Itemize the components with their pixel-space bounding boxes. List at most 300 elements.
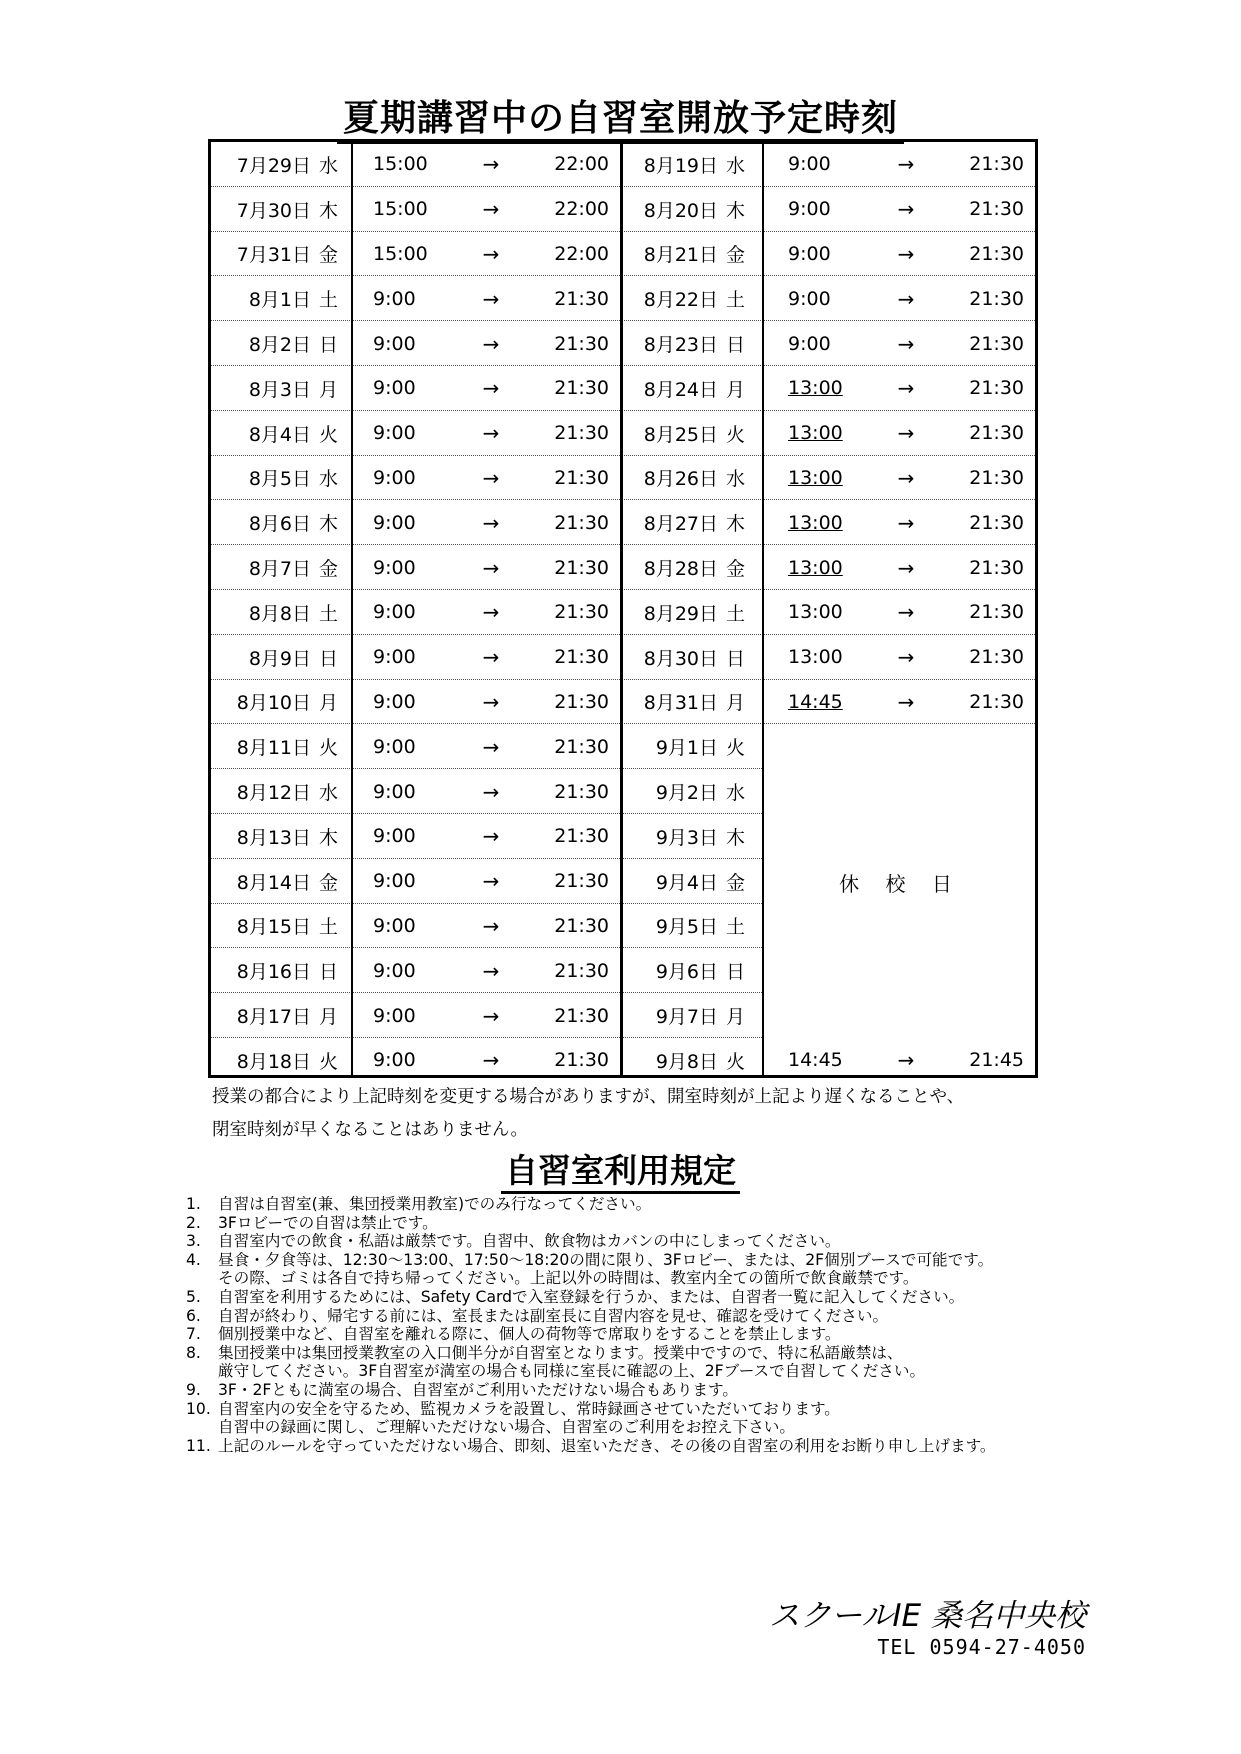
schedule-row: [211, 187, 622, 232]
row-close-time: 22:00: [554, 153, 609, 176]
row-date: 9月5日: [655, 916, 718, 939]
row-open-time: [373, 680, 453, 725]
open-time-text: 13:00: [788, 377, 843, 400]
row-open-time: [373, 769, 453, 814]
right-date-separator: [762, 142, 764, 1075]
row-open-time: [373, 859, 453, 904]
row-weekday: 木: [319, 199, 339, 222]
open-time-text: 9:00: [373, 511, 416, 534]
row-weekday: 水: [726, 154, 746, 177]
open-time-text: 15:00: [373, 242, 428, 265]
row-weekday: 日: [319, 961, 339, 984]
row-open-time: [788, 456, 868, 501]
row-open-time: [788, 500, 868, 545]
schedule-row: [622, 321, 1035, 366]
schedule-row: [622, 276, 1035, 321]
row-close-time: 21:30: [554, 511, 609, 534]
row-open-time: [373, 232, 453, 277]
row-date: 8月24日: [643, 378, 718, 401]
arrow-icon: →: [897, 241, 915, 266]
arrow-icon: →: [897, 331, 915, 356]
row-weekday: 水: [319, 782, 339, 805]
row-close-time: 21:30: [554, 914, 609, 937]
schedule-row: [622, 187, 1035, 232]
row-close-time: 21:30: [554, 556, 609, 579]
schedule-row: [211, 993, 622, 1038]
rule-item: [186, 1307, 1106, 1326]
row-close-time: 21:30: [969, 601, 1024, 624]
page-title: 夏期講習中の自習室開放予定時刻: [0, 90, 1241, 141]
schedule-row: [211, 500, 622, 545]
row-close-time: 21:30: [969, 153, 1024, 176]
row-date: 8月15日: [236, 916, 311, 939]
arrow-icon: →: [897, 555, 915, 580]
arrow-icon: →: [482, 241, 500, 266]
row-close-time: 21:30: [969, 242, 1024, 265]
row-open-time: [373, 366, 453, 411]
school-name: スクールIE 桑名中央校: [769, 1598, 1086, 1634]
rule-number: 2.: [186, 1213, 201, 1232]
schedule-table: [208, 139, 1038, 1078]
arrow-icon: →: [897, 421, 915, 446]
row-weekday: 日: [726, 647, 746, 670]
open-time-text: 15:00: [373, 153, 428, 176]
row-weekday: 金: [319, 558, 339, 581]
rule-text: 自習中の録画に関し、ご理解いただけない場合、自習室のご利用をお控え下さい。: [218, 1418, 795, 1437]
arrow-icon: →: [897, 1048, 915, 1073]
row-date: 8月2日: [248, 334, 311, 357]
schedule-row: [622, 142, 1035, 187]
open-time-text: 9:00: [373, 646, 416, 669]
open-time-text: 9:00: [373, 466, 416, 489]
row-close-time: 21:30: [969, 287, 1024, 310]
row-close-time: 21:30: [969, 646, 1024, 669]
arrow-icon: →: [897, 600, 915, 625]
schedule-row: [211, 321, 622, 366]
row-open-time: [373, 904, 453, 949]
row-weekday: 金: [726, 558, 746, 581]
rules-list: [186, 1195, 1106, 1455]
row-date: 8月7日: [248, 558, 311, 581]
arrow-icon: →: [482, 331, 500, 356]
row-weekday: 木: [726, 513, 746, 536]
open-time-text: 13:00: [788, 466, 843, 489]
row-weekday: 水: [319, 468, 339, 491]
schedule-row: [622, 590, 1035, 635]
row-close-time: 21:30: [554, 377, 609, 400]
row-open-time: [788, 276, 868, 321]
row-weekday: 金: [726, 871, 746, 894]
row-weekday: 月: [319, 1006, 339, 1029]
row-weekday: 土: [319, 916, 339, 939]
row-open-time: [373, 948, 453, 993]
row-date: 8月14日: [236, 871, 311, 894]
row-weekday: 木: [726, 826, 746, 849]
row-date: 8月23日: [643, 334, 718, 357]
open-time-text: 13:00: [788, 601, 843, 624]
row-close-time: 21:30: [554, 646, 609, 669]
open-time-text: 13:00: [788, 422, 843, 445]
row-date: 8月26日: [643, 468, 718, 491]
open-time-text: 9:00: [788, 198, 831, 221]
open-time-text: 14:45: [788, 1049, 843, 1072]
arrow-icon: →: [897, 376, 915, 401]
row-date: 8月21日: [643, 244, 718, 267]
row-date: 8月19日: [643, 154, 718, 177]
schedule-row: [211, 366, 622, 411]
schedule-row: [211, 456, 622, 501]
row-date: 8月1日: [248, 289, 311, 312]
row-date: 9月7日: [655, 1006, 718, 1029]
row-date: 8月11日: [236, 737, 311, 760]
row-open-time: [373, 187, 453, 232]
row-weekday: 火: [726, 1050, 746, 1073]
row-close-time: 21:30: [969, 466, 1024, 489]
row-date: 8月18日: [236, 1050, 311, 1073]
row-close-time: 21:30: [554, 1004, 609, 1027]
row-close-time: 21:30: [969, 332, 1024, 355]
row-date: 8月6日: [248, 513, 311, 536]
row-weekday: 金: [726, 244, 746, 267]
row-date: 7月29日: [236, 154, 311, 177]
row-open-time: [788, 321, 868, 366]
row-date: 8月22日: [643, 289, 718, 312]
row-close-time: 21:30: [554, 780, 609, 803]
row-date: 9月3日: [655, 826, 718, 849]
row-weekday: 月: [319, 378, 339, 401]
row-date: 8月17日: [236, 1006, 311, 1029]
rule-text: 個別授業中など、自習室を離れる際に、個人の荷物等で席取りをすることを禁止します。: [218, 1325, 841, 1344]
schedule-row: [211, 814, 622, 859]
rule-item: [186, 1251, 1106, 1288]
schedule-row: [622, 635, 1035, 680]
arrow-icon: →: [482, 869, 500, 894]
row-weekday: 火: [319, 1050, 339, 1073]
row-weekday: 月: [726, 1006, 746, 1029]
row-weekday: 土: [726, 916, 746, 939]
row-close-time: 21:30: [554, 422, 609, 445]
row-weekday: 木: [319, 826, 339, 849]
row-weekday: 火: [319, 737, 339, 760]
row-open-time: [373, 993, 453, 1038]
arrow-icon: →: [482, 824, 500, 849]
row-date: 7月31日: [236, 244, 311, 267]
row-open-time: [373, 724, 453, 769]
arrow-icon: →: [482, 689, 500, 714]
schedule-row: [211, 680, 622, 725]
row-date: 9月8日: [655, 1050, 718, 1073]
row-weekday: 土: [726, 289, 746, 312]
schedule-row: [622, 456, 1035, 501]
row-open-time: [373, 411, 453, 456]
schedule-row: [622, 411, 1035, 456]
arrow-icon: →: [482, 510, 500, 535]
row-weekday: 日: [319, 334, 339, 357]
rule-text: 厳守してください。3F自習室が満室の場合も同様に室長に確認の上、2Fブースで自習してください。: [218, 1362, 926, 1381]
row-weekday: 土: [319, 602, 339, 625]
telephone: TEL 0594-27-4050: [877, 1635, 1086, 1659]
row-date: 8月27日: [643, 513, 718, 536]
rule-item: [186, 1400, 1106, 1437]
open-time-text: 9:00: [373, 959, 416, 982]
row-date: 8月28日: [643, 558, 718, 581]
open-time-text: 13:00: [788, 556, 843, 579]
rule-text: 自習室内の安全を守るため、監視カメラを設置し、常時録画させていただいております。: [218, 1399, 840, 1418]
note-line-2: 閉室時刻が早くなることはありません。: [212, 1120, 529, 1140]
row-open-time: [373, 814, 453, 859]
arrow-icon: →: [897, 465, 915, 490]
rule-number: 7.: [186, 1325, 201, 1344]
rule-number: 11.: [186, 1436, 211, 1455]
schedule-row: [211, 411, 622, 456]
row-close-time: 21:30: [554, 735, 609, 758]
row-close-time: 21:30: [969, 377, 1024, 400]
arrow-icon: →: [897, 689, 915, 714]
rule-item: [186, 1344, 1106, 1381]
row-date: 7月30日: [236, 199, 311, 222]
rule-number: 10.: [186, 1399, 211, 1418]
row-date: 9月1日: [655, 737, 718, 760]
row-weekday: 日: [726, 334, 746, 357]
schedule-row: [211, 142, 622, 187]
arrow-icon: →: [482, 779, 500, 804]
row-weekday: 土: [319, 289, 339, 312]
row-date: 8月10日: [236, 692, 311, 715]
open-time-text: 9:00: [373, 287, 416, 310]
row-open-time: [373, 545, 453, 590]
row-close-time: 21:30: [969, 198, 1024, 221]
rule-text: 3F・2Fともに満室の場合、自習室がご利用いただけない場合もあります。: [218, 1380, 738, 1399]
arrow-icon: →: [897, 197, 915, 222]
rule-text: 昼食・夕食等は、12:30～13:00、17:50～18:20の間に限り、3Fロビー、または、2F個別ブースで可能です。: [218, 1250, 994, 1269]
rule-number: 5.: [186, 1287, 201, 1306]
row-date: 9月2日: [655, 782, 718, 805]
column-separator: [620, 142, 623, 1075]
open-time-text: 9:00: [788, 242, 831, 265]
rule-number: 4.: [186, 1250, 201, 1269]
row-close-time: 21:45: [969, 1049, 1024, 1072]
row-close-time: 21:30: [554, 870, 609, 893]
open-time-text: 9:00: [373, 825, 416, 848]
rule-item: [186, 1325, 1106, 1344]
schedule-row: [622, 680, 1035, 725]
arrow-icon: →: [897, 645, 915, 670]
row-close-time: 21:30: [554, 825, 609, 848]
row-open-time: [788, 142, 868, 187]
open-time-text: 9:00: [373, 1049, 416, 1072]
open-time-text: 9:00: [373, 601, 416, 624]
schedule-left-column: [211, 142, 622, 1075]
arrow-icon: →: [482, 1003, 500, 1028]
row-weekday: 木: [726, 199, 746, 222]
schedule-row: [622, 545, 1035, 590]
schedule-row: [211, 590, 622, 635]
schedule-row: [211, 769, 622, 814]
row-open-time: [373, 590, 453, 635]
arrow-icon: →: [482, 555, 500, 580]
row-open-time: [788, 411, 868, 456]
row-open-time: [373, 276, 453, 321]
rule-number: 8.: [186, 1343, 201, 1362]
open-time-text: 14:45: [788, 690, 843, 713]
rule-item: [186, 1288, 1106, 1307]
row-open-time: [788, 232, 868, 277]
schedule-row: [211, 1038, 622, 1083]
rule-item: [186, 1214, 1106, 1233]
row-date: 8月9日: [248, 647, 311, 670]
rule-text: 自習室内での飲食・私語は厳禁です。自習中、飲食物はカバンの中にしまってください。: [218, 1232, 841, 1251]
open-time-text: 9:00: [373, 1004, 416, 1027]
row-weekday: 木: [319, 513, 339, 536]
rule-number: 1.: [186, 1195, 201, 1213]
row-weekday: 水: [726, 468, 746, 491]
arrow-icon: →: [482, 465, 500, 490]
arrow-icon: →: [482, 645, 500, 670]
arrow-icon: →: [482, 600, 500, 625]
row-weekday: 金: [319, 244, 339, 267]
row-date: 8月12日: [236, 782, 311, 805]
row-weekday: 月: [726, 692, 746, 715]
arrow-icon: →: [482, 913, 500, 938]
row-date: 8月20日: [643, 199, 718, 222]
schedule-row: [211, 948, 622, 993]
schedule-row: [211, 904, 622, 949]
open-time-text: 9:00: [373, 735, 416, 758]
open-time-text: 9:00: [373, 690, 416, 713]
open-time-text: 15:00: [373, 198, 428, 221]
rule-item: [186, 1195, 1106, 1214]
row-weekday: 火: [726, 737, 746, 760]
row-date: 8月31日: [643, 692, 718, 715]
row-date: 8月3日: [248, 378, 311, 401]
schedule-row: [622, 1038, 1035, 1083]
arrow-icon: →: [482, 376, 500, 401]
schedule-row: [211, 276, 622, 321]
arrow-icon: →: [897, 152, 915, 177]
row-close-time: 21:30: [969, 422, 1024, 445]
row-open-time: [788, 366, 868, 411]
left-date-separator: [351, 142, 353, 1075]
arrow-icon: →: [482, 197, 500, 222]
rule-text: 自習室を利用するためには、Safety Cardで入室登録を行うか、または、自習者一覧に記入してください。: [218, 1287, 965, 1306]
row-close-time: 21:30: [554, 287, 609, 310]
arrow-icon: →: [897, 286, 915, 311]
row-date: 8月5日: [248, 468, 311, 491]
row-open-time: [373, 456, 453, 501]
row-open-time: [788, 187, 868, 232]
row-date: 8月25日: [643, 423, 718, 446]
row-close-time: 21:30: [969, 511, 1024, 534]
row-weekday: 日: [319, 647, 339, 670]
row-close-time: 22:00: [554, 242, 609, 265]
row-date: 8月16日: [236, 961, 311, 984]
rule-text: 自習は自習室(兼、集団授業用教室)でのみ行なってください。: [218, 1195, 652, 1213]
row-weekday: 金: [319, 871, 339, 894]
schedule-row: [622, 366, 1035, 411]
row-close-time: 21:30: [554, 332, 609, 355]
row-date: 9月6日: [655, 961, 718, 984]
rule-item: [186, 1232, 1106, 1251]
arrow-icon: →: [482, 1048, 500, 1073]
arrow-icon: →: [482, 734, 500, 759]
schedule-row: [622, 500, 1035, 545]
schedule-row: [211, 859, 622, 904]
row-open-time: [788, 1038, 868, 1083]
open-time-text: 9:00: [373, 556, 416, 579]
row-weekday: 月: [726, 378, 746, 401]
open-time-text: 9:00: [788, 153, 831, 176]
row-open-time: [788, 590, 868, 635]
open-time-text: 9:00: [373, 914, 416, 937]
rule-text: その際、ゴミは各自で持ち帰ってください。上記以外の時間は、教室内全ての箇所で飲食厳禁です。: [218, 1269, 919, 1288]
row-close-time: 21:30: [554, 1049, 609, 1072]
row-date: 8月13日: [236, 826, 311, 849]
row-close-time: 21:30: [554, 959, 609, 982]
rule-text: 自習が終わり、帰宅する前には、室長または副室長に自習内容を見せ、確認を受けてください。: [218, 1306, 889, 1325]
note-line-1: 授業の都合により上記時刻を変更する場合がありますが、開室時刻が上記より遅くなることや、: [212, 1087, 965, 1107]
row-weekday: 土: [726, 602, 746, 625]
open-time-text: 13:00: [788, 511, 843, 534]
schedule-row: [622, 232, 1035, 277]
open-time-text: 9:00: [373, 870, 416, 893]
row-weekday: 水: [726, 782, 746, 805]
row-close-time: 21:30: [969, 690, 1024, 713]
row-date: 8月29日: [643, 602, 718, 625]
arrow-icon: →: [482, 958, 500, 983]
row-weekday: 日: [726, 961, 746, 984]
row-weekday: 火: [726, 423, 746, 446]
row-open-time: [373, 321, 453, 366]
rule-number: 9.: [186, 1380, 201, 1399]
row-date: 8月4日: [248, 423, 311, 446]
row-open-time: [373, 635, 453, 680]
row-weekday: 月: [319, 692, 339, 715]
row-weekday: 火: [319, 423, 339, 446]
rule-text: 集団授業中は集団授業教室の入口側半分が自習室となります。授業中ですので、特に私語厳禁は、: [218, 1343, 903, 1362]
row-date: 9月4日: [655, 871, 718, 894]
row-open-time: [373, 142, 453, 187]
open-time-text: 9:00: [373, 422, 416, 445]
row-close-time: 21:30: [554, 466, 609, 489]
rule-text: 上記のルールを守っていただけない場合、即刻、退室いただき、その後の自習室の利用をお断り申し上げます。: [218, 1436, 996, 1455]
open-time-text: 13:00: [788, 646, 843, 669]
open-time-text: 9:00: [788, 332, 831, 355]
row-open-time: [788, 635, 868, 680]
row-open-time: [373, 500, 453, 545]
schedule-right-column: [622, 142, 1035, 1075]
open-time-text: 9:00: [373, 780, 416, 803]
rule-number: 3.: [186, 1232, 201, 1251]
row-open-time: [373, 1038, 453, 1083]
schedule-row: [211, 545, 622, 590]
row-open-time: [788, 545, 868, 590]
row-close-time: 21:30: [554, 601, 609, 624]
rules-title: 自習室利用規定: [0, 1145, 1241, 1192]
row-weekday: 水: [319, 154, 339, 177]
rule-text: 3Fロビーでの自習は禁止です。: [218, 1213, 438, 1232]
row-open-time: [788, 680, 868, 725]
row-date: 8月8日: [248, 602, 311, 625]
rule-item: [186, 1437, 1106, 1456]
rule-number: 6.: [186, 1306, 201, 1325]
schedule-row: [211, 635, 622, 680]
arrow-icon: →: [482, 286, 500, 311]
row-date: 8月30日: [643, 647, 718, 670]
rule-item: [186, 1381, 1106, 1400]
row-close-time: 22:00: [554, 198, 609, 221]
arrow-icon: →: [482, 421, 500, 446]
school-closed-label: 休 校 日: [839, 872, 962, 896]
